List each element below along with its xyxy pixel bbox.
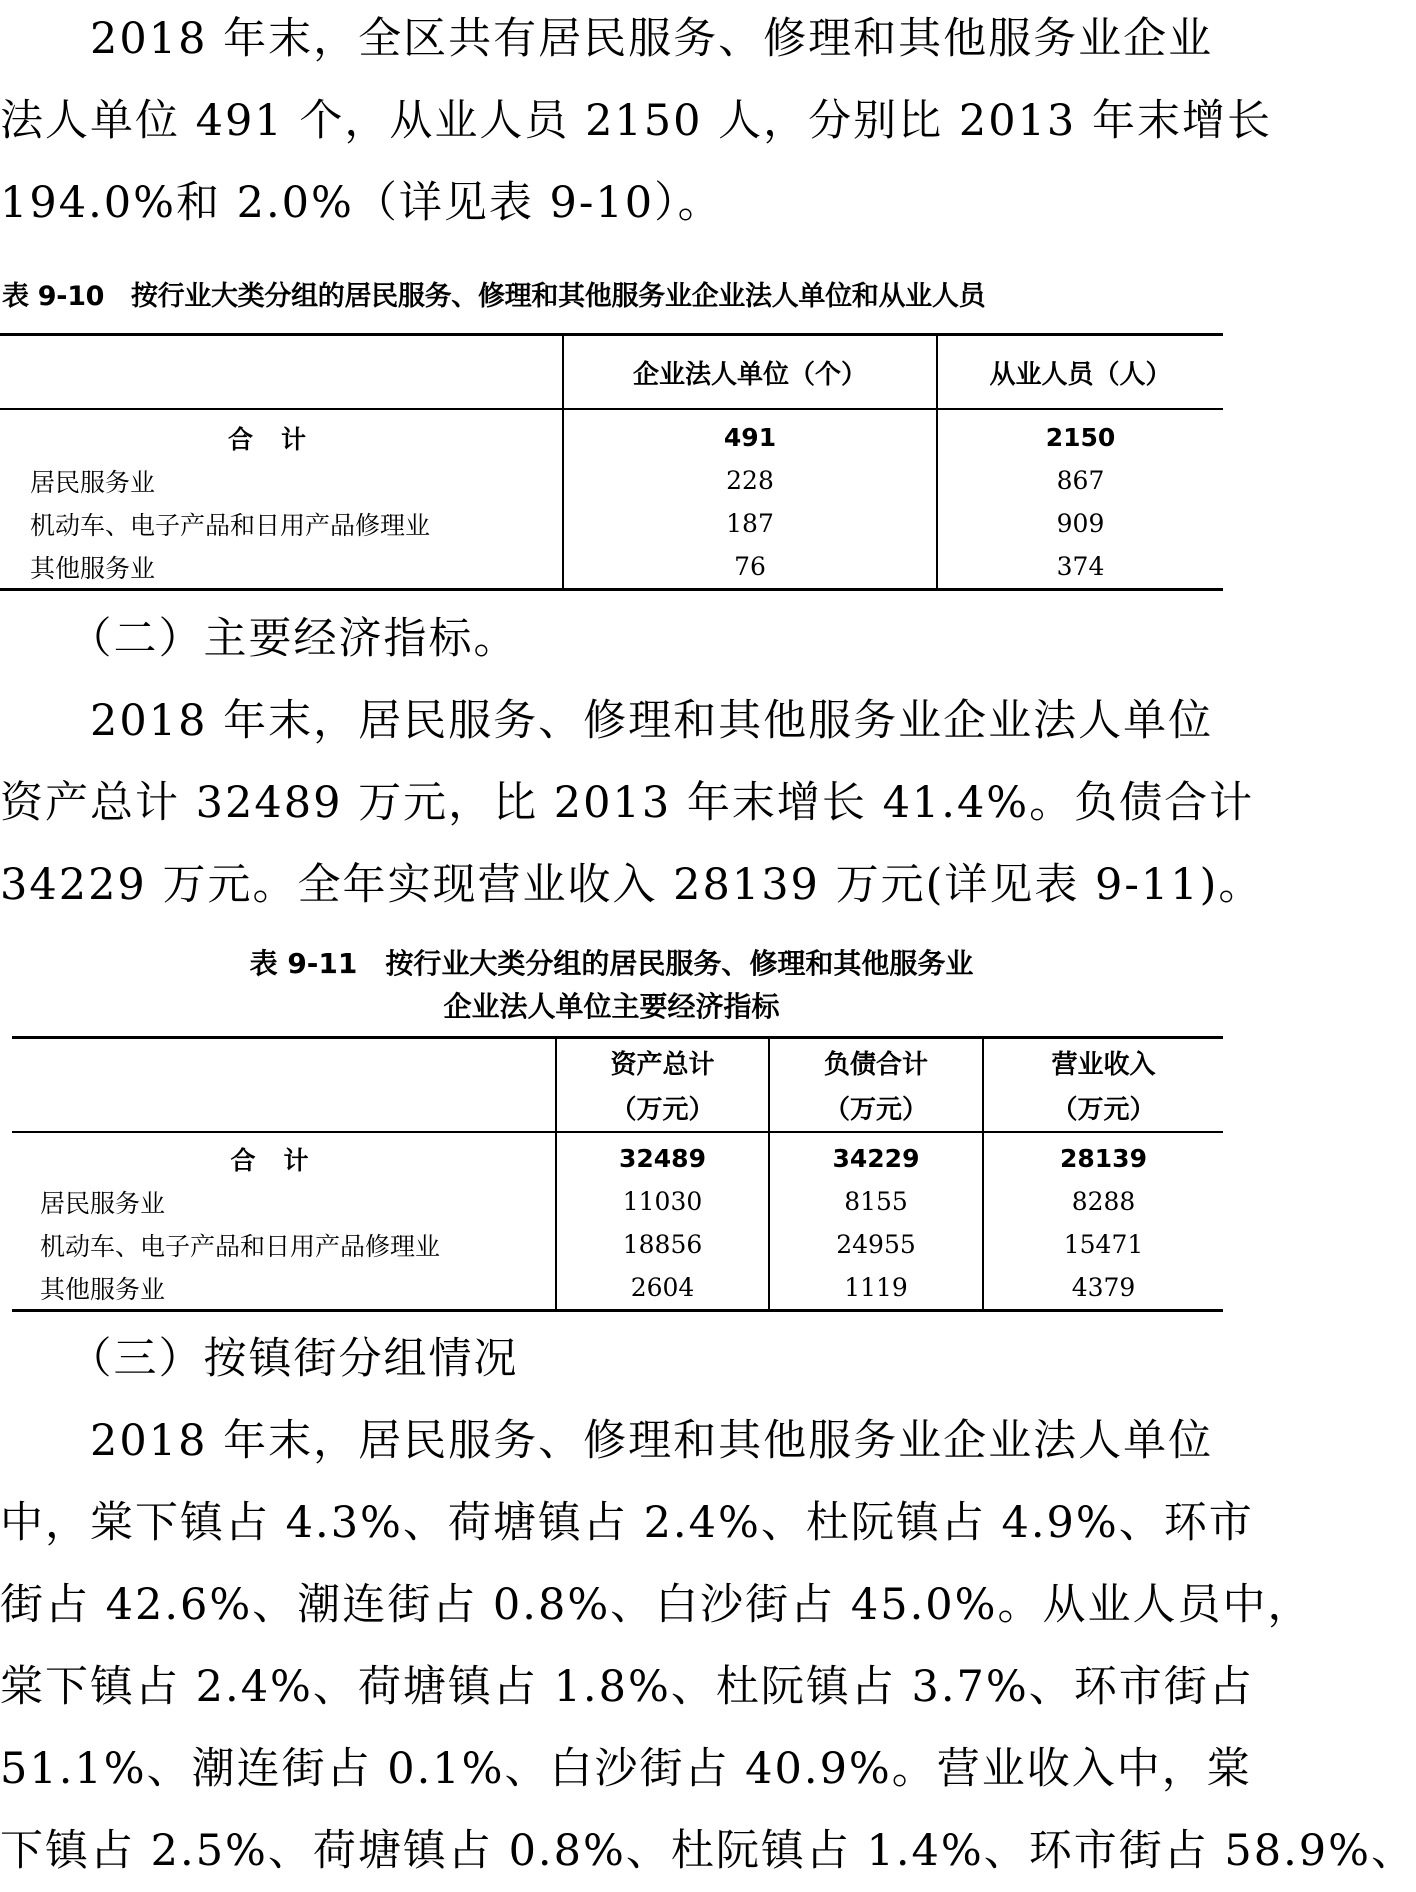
cell-value: 374 xyxy=(937,545,1223,590)
table-row xyxy=(12,1180,1223,1223)
table-row xyxy=(0,545,1223,590)
table-total-row xyxy=(12,1132,1223,1180)
paragraph-line: 下镇占 2.5%、荷塘镇占 0.8%、杜阮镇占 1.4%、环市街占 58.9%、 xyxy=(0,1826,1416,1876)
intro-paragraph xyxy=(0,0,1272,244)
cell-value: 76 xyxy=(563,545,937,590)
cell-value: 11030 xyxy=(556,1180,769,1223)
row-label: 合计 xyxy=(227,424,334,454)
header-cell xyxy=(556,1038,769,1133)
table-row xyxy=(12,1223,1223,1266)
table-9-11-caption-line1: 表 9-11 按行业大类分组的居民服务、修理和其他服务业 xyxy=(249,947,974,980)
cell-value: 34229 xyxy=(769,1132,983,1180)
header-cell: 企业法人单位（个） xyxy=(563,335,937,410)
paragraph-line: 法人单位 491 个，从业人员 2150 人，分别比 2013 年末增长 xyxy=(0,96,1272,146)
section-heading-economic-indicators: （二）主要经济指标。 xyxy=(0,614,519,664)
cell-value: 2604 xyxy=(556,1266,769,1311)
town-paragraph xyxy=(0,1400,1416,1892)
row-label: 其他服务业 xyxy=(12,1266,556,1311)
row-label: 居民服务业 xyxy=(40,1188,166,1218)
cell-value: 8155 xyxy=(769,1180,983,1223)
cell-value: 28139 xyxy=(983,1132,1223,1180)
paragraph-line: 34229 万元。全年实现营业收入 28139 万元(详见表 9-11)。 xyxy=(0,860,1264,910)
cell-value: 4379 xyxy=(983,1266,1223,1311)
row-label: 居民服务业 xyxy=(30,467,156,497)
table-9-11 xyxy=(12,1036,1223,1312)
table-9-10 xyxy=(0,333,1223,591)
row-label: 机动车、电子产品和日用产品修理业 xyxy=(40,1231,441,1261)
paragraph-line: 2018 年末，全区共有居民服务、修理和其他服务业企业 xyxy=(0,14,1214,64)
header-unit: （万元） xyxy=(610,1095,715,1125)
header-unit: （万元） xyxy=(1051,1095,1156,1125)
cell-value: 187 xyxy=(563,502,937,545)
header-cell-empty xyxy=(12,1038,556,1133)
table-row xyxy=(12,1266,1223,1311)
row-label: 合计 xyxy=(230,1145,337,1175)
paragraph-line: 2018 年末，居民服务、修理和其他服务业企业法人单位 xyxy=(0,696,1214,746)
cell-value: 909 xyxy=(937,502,1223,545)
paragraph-line: 194.0%和 2.0%（详见表 9-10）。 xyxy=(0,178,723,228)
header-line: 负债合计 xyxy=(823,1050,928,1080)
table-row xyxy=(0,459,1223,502)
header-cell xyxy=(769,1038,983,1133)
table-row xyxy=(0,502,1223,545)
cell-value: 228 xyxy=(563,459,937,502)
section-heading-by-town: （三）按镇街分组情况 xyxy=(0,1334,519,1384)
paragraph-line: 棠下镇占 2.4%、荷塘镇占 1.8%、杜阮镇占 3.7%、环市街占 xyxy=(0,1662,1254,1712)
header-unit: （万元） xyxy=(823,1095,928,1125)
cell-value: 2150 xyxy=(937,409,1223,459)
paragraph-line: 资产总计 32489 万元，比 2013 年末增长 41.4%。负债合计 xyxy=(0,778,1255,828)
paragraph-line: 2018 年末，居民服务、修理和其他服务业企业法人单位 xyxy=(0,1416,1214,1466)
table-9-10-caption: 表 9-10 按行业大类分组的居民服务、修理和其他服务业企业法人单位和从业人员 xyxy=(2,281,986,312)
row-label: 其他服务业 xyxy=(0,545,563,590)
cell-value: 8288 xyxy=(983,1180,1223,1223)
header-cell xyxy=(0,335,563,410)
header-cell: 从业人员（人） xyxy=(937,335,1223,410)
table-header-row xyxy=(0,335,1223,410)
economic-paragraph xyxy=(0,680,1264,926)
cell-value: 18856 xyxy=(556,1223,769,1266)
cell-value: 1119 xyxy=(769,1266,983,1311)
cell-value: 867 xyxy=(937,459,1223,502)
paragraph-line: 中，棠下镇占 4.3%、荷塘镇占 2.4%、杜阮镇占 4.9%、环市 xyxy=(0,1498,1254,1548)
cell-value: 491 xyxy=(563,409,937,459)
paragraph-line: 51.1%、潮连街占 0.1%、白沙街占 40.9%。营业收入中，棠 xyxy=(0,1744,1252,1794)
table-total-row xyxy=(0,409,1223,459)
cell-value: 32489 xyxy=(556,1132,769,1180)
cell-value: 15471 xyxy=(983,1223,1223,1266)
row-label: 机动车、电子产品和日用产品修理业 xyxy=(30,510,431,540)
table-header-row xyxy=(12,1038,1223,1133)
header-cell xyxy=(983,1038,1223,1133)
cell-value: 24955 xyxy=(769,1223,983,1266)
table-9-11-caption-line2: 企业法人单位主要经济指标 xyxy=(443,990,780,1023)
header-line: 营业收入 xyxy=(1051,1050,1156,1080)
header-line: 资产总计 xyxy=(610,1050,715,1080)
paragraph-line: 街占 42.6%、潮连街占 0.8%、白沙街占 45.0%。从业人员中， xyxy=(0,1580,1313,1630)
